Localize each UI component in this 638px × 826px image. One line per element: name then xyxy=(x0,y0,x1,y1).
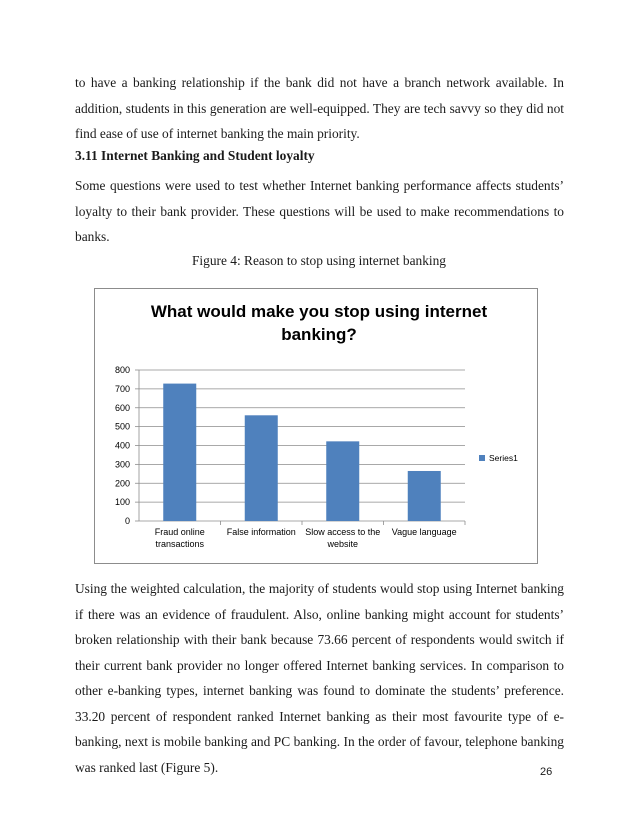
conclusion-paragraph: Using the weighted calculation, the majority of students would stop using Internet banking if there was an evidence of fraudulent. Also, online banking might account for students’ broken relationship with their bank because 73.66 percent of respondents would switch if their current bank provider no longer offered Internet banking services. In comparison to other e-banking types, internet banking was found to dominate the students’ preference. 33.20 percent of respondent ranked Internet banking as their most favourite type of e-banking, next is mobile banking and PC banking. In the order of favour, telephone banking was ranked last (Figure 5). xyxy=(75,581,564,775)
section-body-paragraph: Some questions were used to test whether Internet banking performance affects students’ loyalty to their bank provider. These questions will be used to make recommendations to banks. xyxy=(75,178,564,244)
x-category-label: False information xyxy=(226,527,296,537)
y-tick-label: 300 xyxy=(114,459,130,470)
figure-caption: Figure 4: Reason to stop using internet banking xyxy=(191,253,447,268)
y-tick-label: 400 xyxy=(114,440,130,451)
y-tick-label: 600 xyxy=(114,402,130,413)
x-category-label: Vague language xyxy=(391,527,457,537)
y-tick-label: 700 xyxy=(114,383,130,394)
x-category-label: website xyxy=(327,539,359,549)
legend-label: Series1 xyxy=(489,453,518,463)
legend-swatch xyxy=(479,455,485,461)
chart-canvas xyxy=(95,289,539,565)
intro-paragraph: to have a banking relationship if the bank did not have a branch network available. In addition, students in this generation are well-equipped. They are tech savvy so they did not find ease of use of internet banking the main priority. xyxy=(75,75,564,141)
x-category-label: Slow access to the xyxy=(305,527,381,537)
chart-title-line: What would make you stop using internet xyxy=(150,302,488,321)
bar xyxy=(408,471,441,521)
page-number: 26 xyxy=(540,766,553,778)
y-tick-label: 800 xyxy=(114,365,130,375)
y-tick-label: 0 xyxy=(124,516,130,526)
bar-chart xyxy=(94,288,538,564)
bar xyxy=(245,415,278,521)
bar xyxy=(326,441,359,521)
y-tick-label: 100 xyxy=(114,497,130,508)
y-tick-label: 500 xyxy=(114,421,130,432)
section-heading: 3.11 Internet Banking and Student loyalty xyxy=(75,148,315,163)
x-category-label: Fraud online xyxy=(154,527,205,537)
x-category-label: transactions xyxy=(155,539,205,549)
y-tick-label: 200 xyxy=(114,478,130,489)
bar xyxy=(163,384,196,521)
chart-title-line: banking? xyxy=(281,325,357,344)
